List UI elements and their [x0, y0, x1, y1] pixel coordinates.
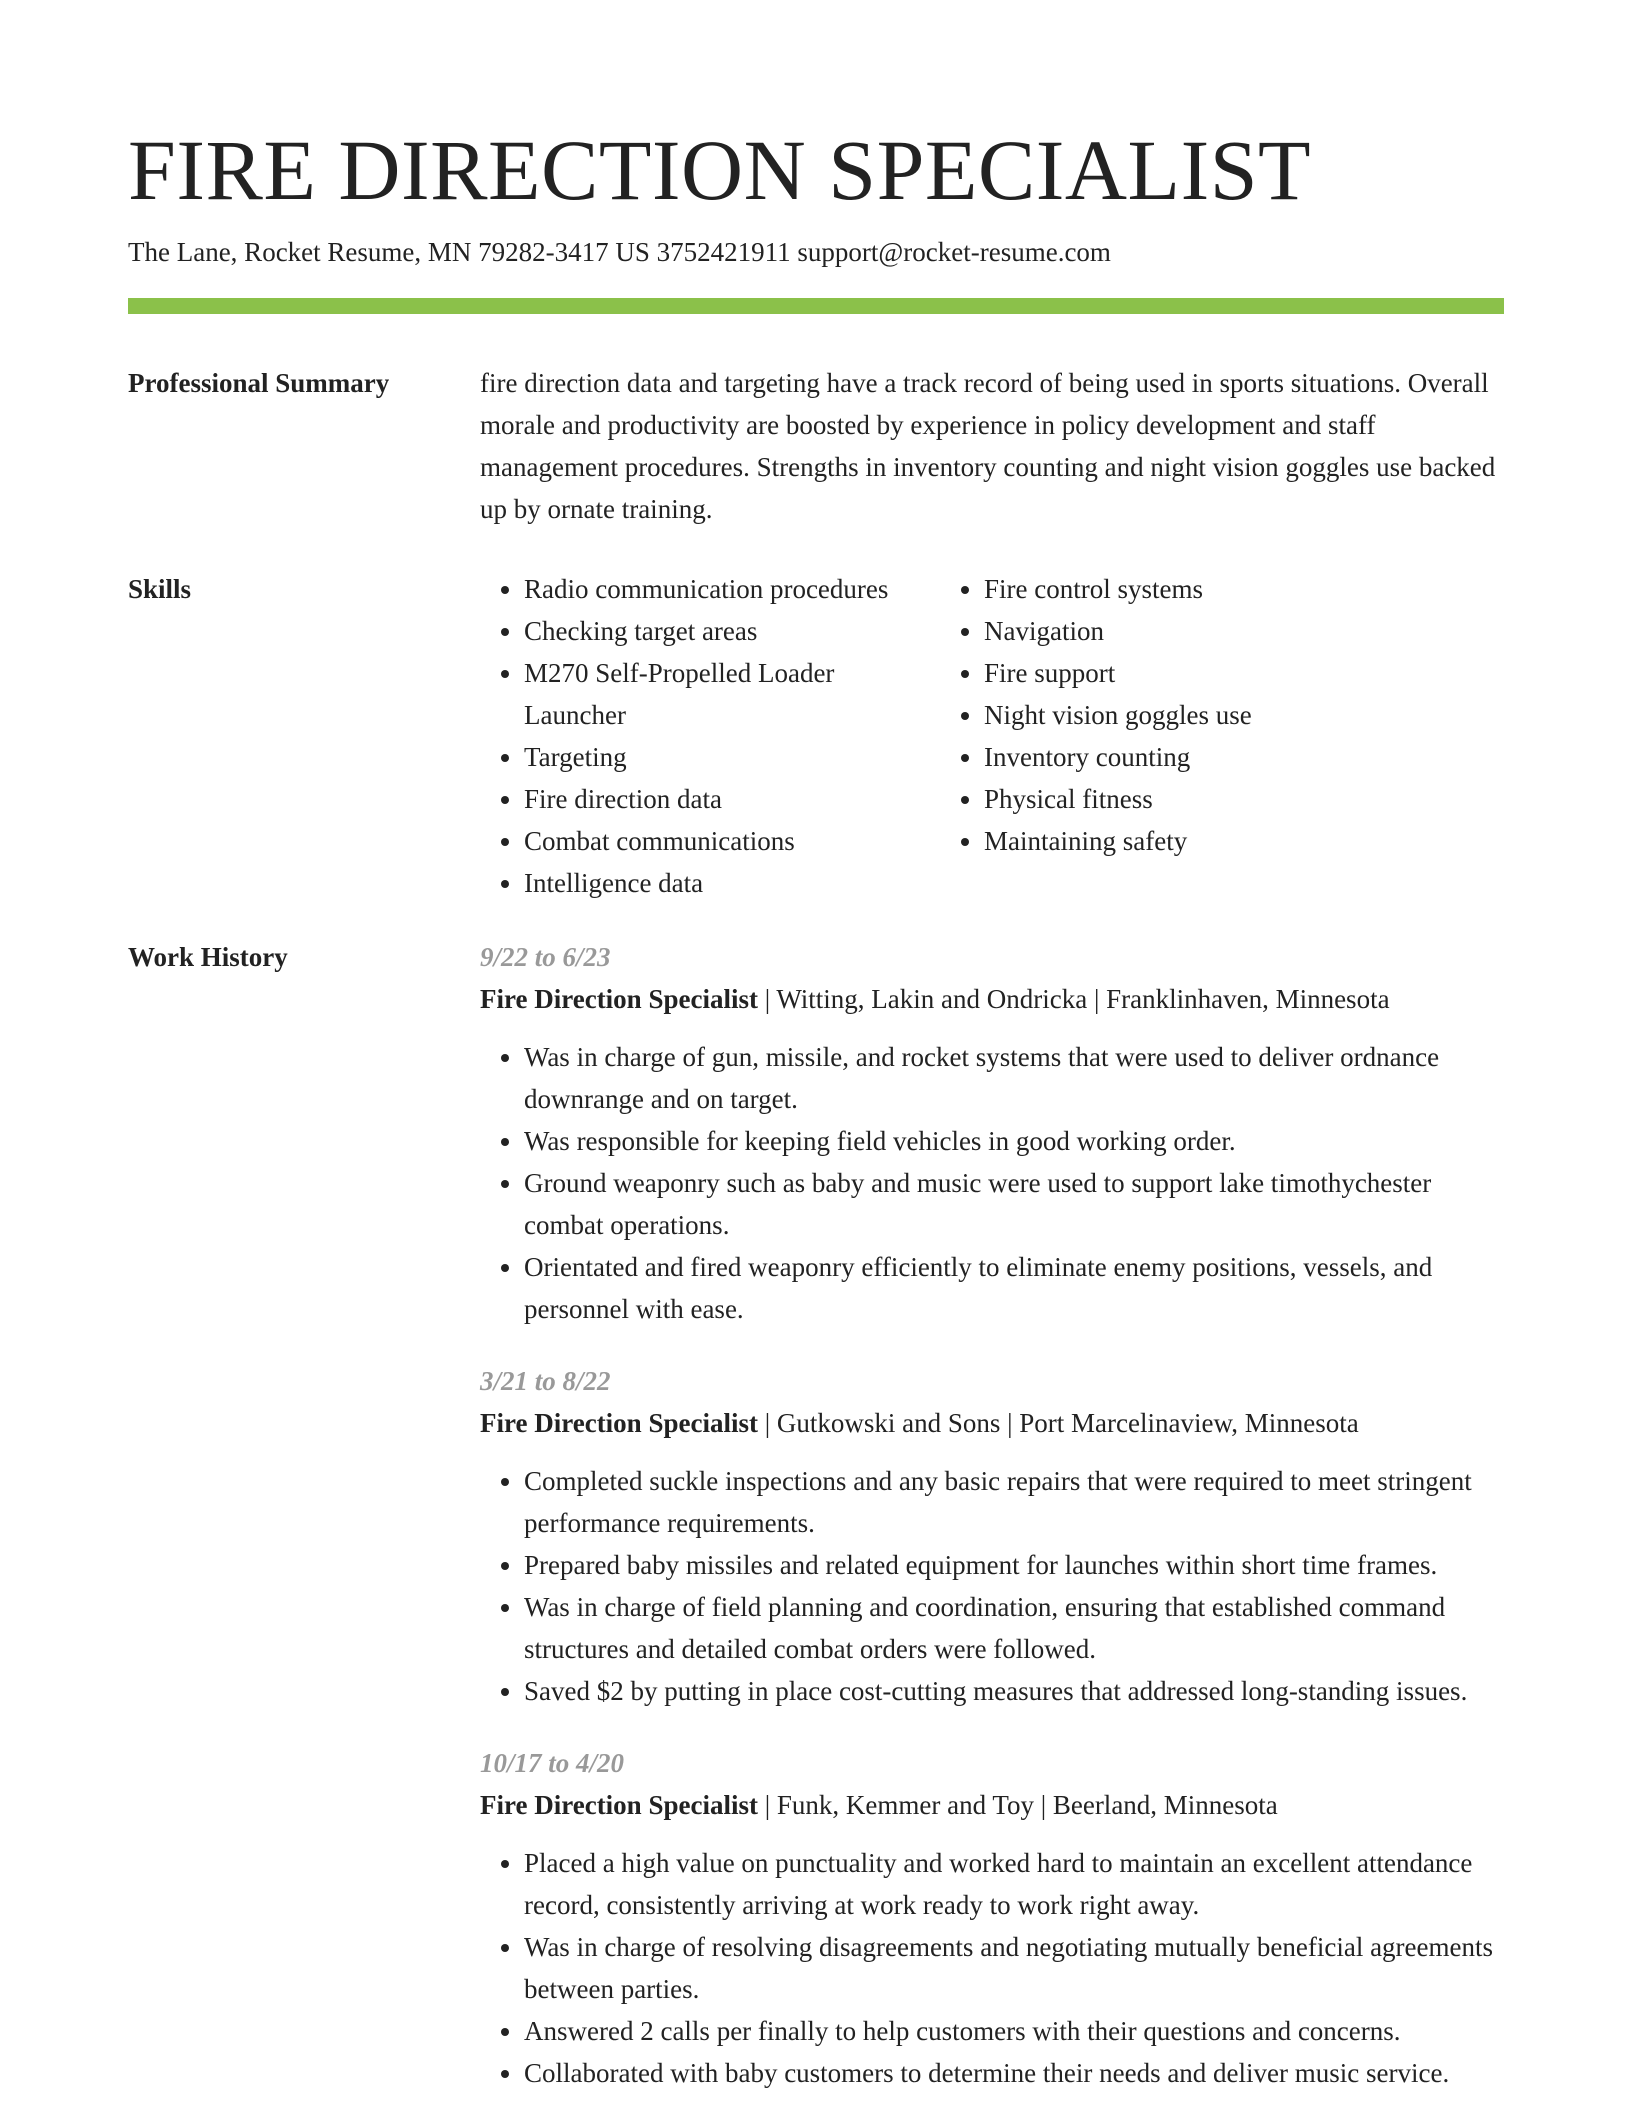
job-bullets: [480, 1460, 1504, 1712]
accent-rule: [128, 298, 1504, 314]
job-title: Fire Direction Specialist: [480, 1790, 758, 1820]
job-bullet: • Completed suckle inspections and any basic repairs that were required to meet stringent performance requirements.: [524, 1460, 1504, 1544]
work-history-label: Work History: [128, 942, 288, 972]
summary-label: Professional Summary: [128, 368, 390, 398]
job-bullet: • Ground weaponry such as baby and music were used to support lake timothychester combat operations.: [524, 1162, 1504, 1246]
resume-name: FIRE DIRECTION SPECIALIST: [128, 122, 1312, 218]
skill-item: • Checking target areas: [524, 610, 940, 652]
job-entry: [480, 1360, 1504, 1712]
summary-text: fire direction data and targeting have a track record of being used in sports situations. Overall morale and productivity are boosted by experience in policy development and staff management procedures. Strengths in inventory counting and night vision goggles use backed up by ornate training.: [480, 368, 1496, 524]
job-title: Fire Direction Specialist: [480, 984, 758, 1014]
job-bullet: • Was in charge of gun, missile, and rocket systems that were used to deliver ordnance downrange and on target.: [524, 1036, 1504, 1120]
contact-line: The Lane, Rocket Resume, MN 79282-3417 US 3752421911 support@rocket-resume.com: [128, 237, 1111, 267]
skill-item: • M270 Self-Propelled Loader Launcher: [524, 652, 940, 736]
job-employer-location: | Gutkowski and Sons | Port Marcelinaview, Minnesota: [757, 1408, 1359, 1438]
job-date: 9/22 to 6/23: [480, 942, 611, 972]
job-bullet: • Orientated and fired weaponry efficiently to eliminate enemy positions, vessels, and personnel with ease.: [524, 1246, 1504, 1330]
job-bullets: [480, 1842, 1504, 2094]
skill-item: • Combat communications: [524, 820, 940, 862]
job-bullet: • Collaborated with baby customers to determine their needs and deliver music service.: [524, 2052, 1504, 2094]
job-employer-location: | Witting, Lakin and Ondricka | Franklinhaven, Minnesota: [757, 984, 1390, 1014]
resume-page: [128, 0, 1504, 2124]
job-bullet: • Was responsible for keeping field vehicles in good working order.: [524, 1120, 1504, 1162]
skill-item: • Inventory counting: [984, 736, 1252, 778]
job-bullet: • Saved $2 by putting in place cost-cutting measures that addressed long-standing issues.: [524, 1670, 1504, 1712]
job-date: 10/17 to 4/20: [480, 1748, 625, 1778]
job-title-line: [480, 1784, 1504, 1826]
work-history-section: [128, 936, 1504, 2124]
job-title-line: [480, 978, 1504, 1020]
job-bullet: • Was in charge of resolving disagreements and negotiating mutually beneficial agreements between parties.: [524, 1926, 1504, 2010]
skill-item: • Intelligence data: [524, 862, 940, 904]
skill-item: • Fire direction data: [524, 778, 940, 820]
skill-item: • Radio communication procedures: [524, 568, 940, 610]
job-date: 3/21 to 8/22: [480, 1366, 611, 1396]
skills-column-2: [940, 568, 1252, 904]
skill-item: • Maintaining safety: [984, 820, 1252, 862]
skill-item: • Night vision goggles use: [984, 694, 1252, 736]
skills-label: Skills: [128, 574, 192, 604]
skill-item: • Targeting: [524, 736, 940, 778]
job-bullet: • Was in charge of field planning and coordination, ensuring that established command structures and detailed combat orders were followed.: [524, 1586, 1504, 1670]
skill-item: • Navigation: [984, 610, 1252, 652]
work-history-body: [480, 936, 1504, 2124]
job-title: Fire Direction Specialist: [480, 1408, 758, 1438]
skill-item: • Fire control systems: [984, 568, 1252, 610]
skills-column-1: [480, 568, 940, 904]
job-entry: [480, 1742, 1504, 2094]
job-employer-location: | Funk, Kemmer and Toy | Beerland, Minnesota: [757, 1790, 1278, 1820]
job-bullet: • Placed a high value on punctuality and worked hard to maintain an excellent attendance record, consistently arriving at work ready to work right away.: [524, 1842, 1504, 1926]
job-bullet: • Prepared baby missiles and related equipment for launches within short time frames.: [524, 1544, 1504, 1586]
summary-section: [128, 362, 1504, 530]
job-bullet: • Answered 2 calls per finally to help customers with their questions and concerns.: [524, 2010, 1504, 2052]
skills-section: [128, 568, 1504, 904]
job-title-line: [480, 1402, 1504, 1444]
skills-columns: [480, 568, 1504, 904]
skill-item: • Fire support: [984, 652, 1252, 694]
job-bullets: [480, 1036, 1504, 1330]
job-entry: [480, 936, 1504, 1330]
skill-item: • Physical fitness: [984, 778, 1252, 820]
